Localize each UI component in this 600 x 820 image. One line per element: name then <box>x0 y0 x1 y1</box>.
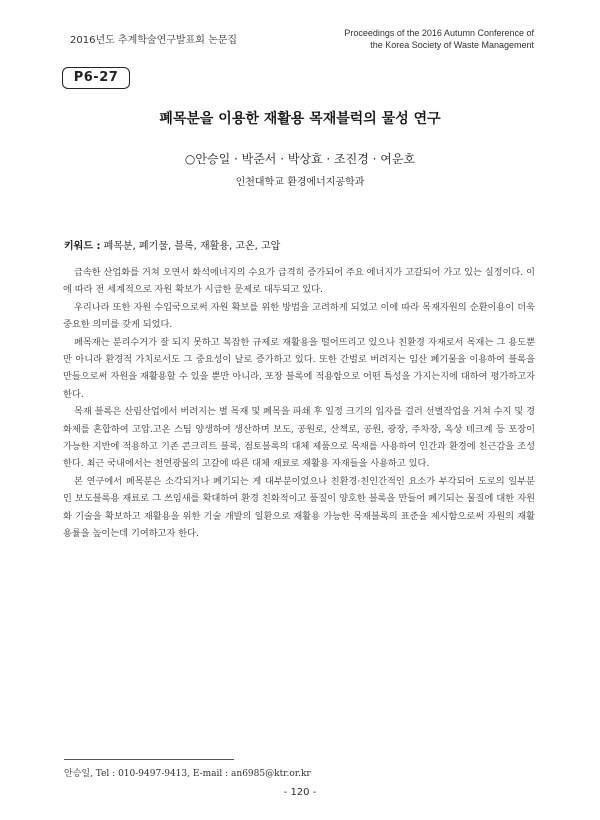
running-header-left: 2016년도 추계학술연구발표회 논문집 <box>70 35 238 46</box>
body-paragraph-1: 급속한 산업화를 거쳐 오면서 화석에너지의 수요가 급격히 증가되어 주요 에너지가 고갈되어 가고 있는 실정이다. 이에 따라 전 세계적으로 자원 확보가 시급한 문제로 대두되고 있다. <box>63 267 535 296</box>
keywords-label: 키워드 : <box>64 241 101 252</box>
running-header-right-line2: the Korea Society of Waste Management <box>370 40 534 50</box>
running-header-right-line1: Proceedings of the 2016 Autumn Conference of <box>344 28 534 38</box>
page-number: - 120 - <box>283 787 317 798</box>
body-paragraph-3: 폐목재는 분리수거가 잘 되지 못하고 복잡한 규제로 재활용을 떨어뜨리고 있으나 친환경 자재로서 목재는 그 용도뿐만 아니라 환경적 가치로서도 그 중요성이 날로 증가하고 있다. 또한 간벌로 버려지는 임산 폐기물을 이용하여 블록을 만들으로써 자원을 재활용할 수 있을 뿐만 아니라, 포장 블록에 적용함으로 어떤 특성을 가지는지에 대하여 평가하고자 한다. <box>63 336 535 400</box>
body-text <box>63 264 535 543</box>
paper-code-badge: P6-27 <box>62 67 130 89</box>
body-paragraph-4: 목재 블록은 산림산업에서 버려지는 별 목재 및 폐목을 파쇄 후 일정 크기의 입자를 걸러 선별작업을 거쳐 수지 및 경화제를 혼합하여 고압.고온 스팀 양생하여 생산하며 보도, 공원로, 산책로, 공원, 광장, 주차장, 옥상 테크계 등 포장이 가능한 지반에 적용하고 기존 콘크리트 블록, 점토블록의 대체 제품으로 목재를 사용하여 인간과 환경에 친근감을 조성한다. 최근 국내에서는 천연광물의 고갈에 따른 대체 재료로 재활용 자재들을 사용하고 있다. <box>63 406 535 470</box>
affiliation: 인천대학교 환경에너지공학과 <box>235 177 365 188</box>
paper-title: 폐목분을 이용한 재활용 목재블럭의 물성 연구 <box>159 111 441 127</box>
footnote-contact: 안승일, Tel : 010-9497-9413, E-mail : an6985@ktr.or.kr <box>64 769 311 779</box>
author-list: ○안승일 · 박준서 · 박상효 · 조진경 · 여운호 <box>184 152 416 166</box>
body-paragraph-2: 우리나라 또한 자원 수입국으로써 자원 확보를 위한 방법을 고려하게 되었고 이에 따라 목재자원의 순환이용이 더욱 중요한 의미를 갖게 되었다. <box>63 301 535 331</box>
keywords-terms: 폐목분, 폐기물, 블록, 재활용, 고온, 고압 <box>103 241 281 252</box>
footnote-divider <box>64 759 234 760</box>
keywords-line <box>64 237 280 252</box>
running-header-right <box>344 27 534 51</box>
body-paragraph-5: 본 연구에서 폐목분은 소각되거나 폐기되는 게 대부분이었으나 친환경·친인간적인 요소가 부각되어 도로의 일부분인 보도블록용 재료로 그 쓰임새를 확대하여 환경 친화적이고 품질이 양호한 블록을 만들어 폐기되는 물질에 대한 자원화 기술을 확보하고 재활용을 위한 기술 개발의 일환으로 재활용 가능한 목재블록의 표준을 제시함으로써 자원의 재활용률을 높이는데 기여하고자 한다. <box>63 475 535 540</box>
